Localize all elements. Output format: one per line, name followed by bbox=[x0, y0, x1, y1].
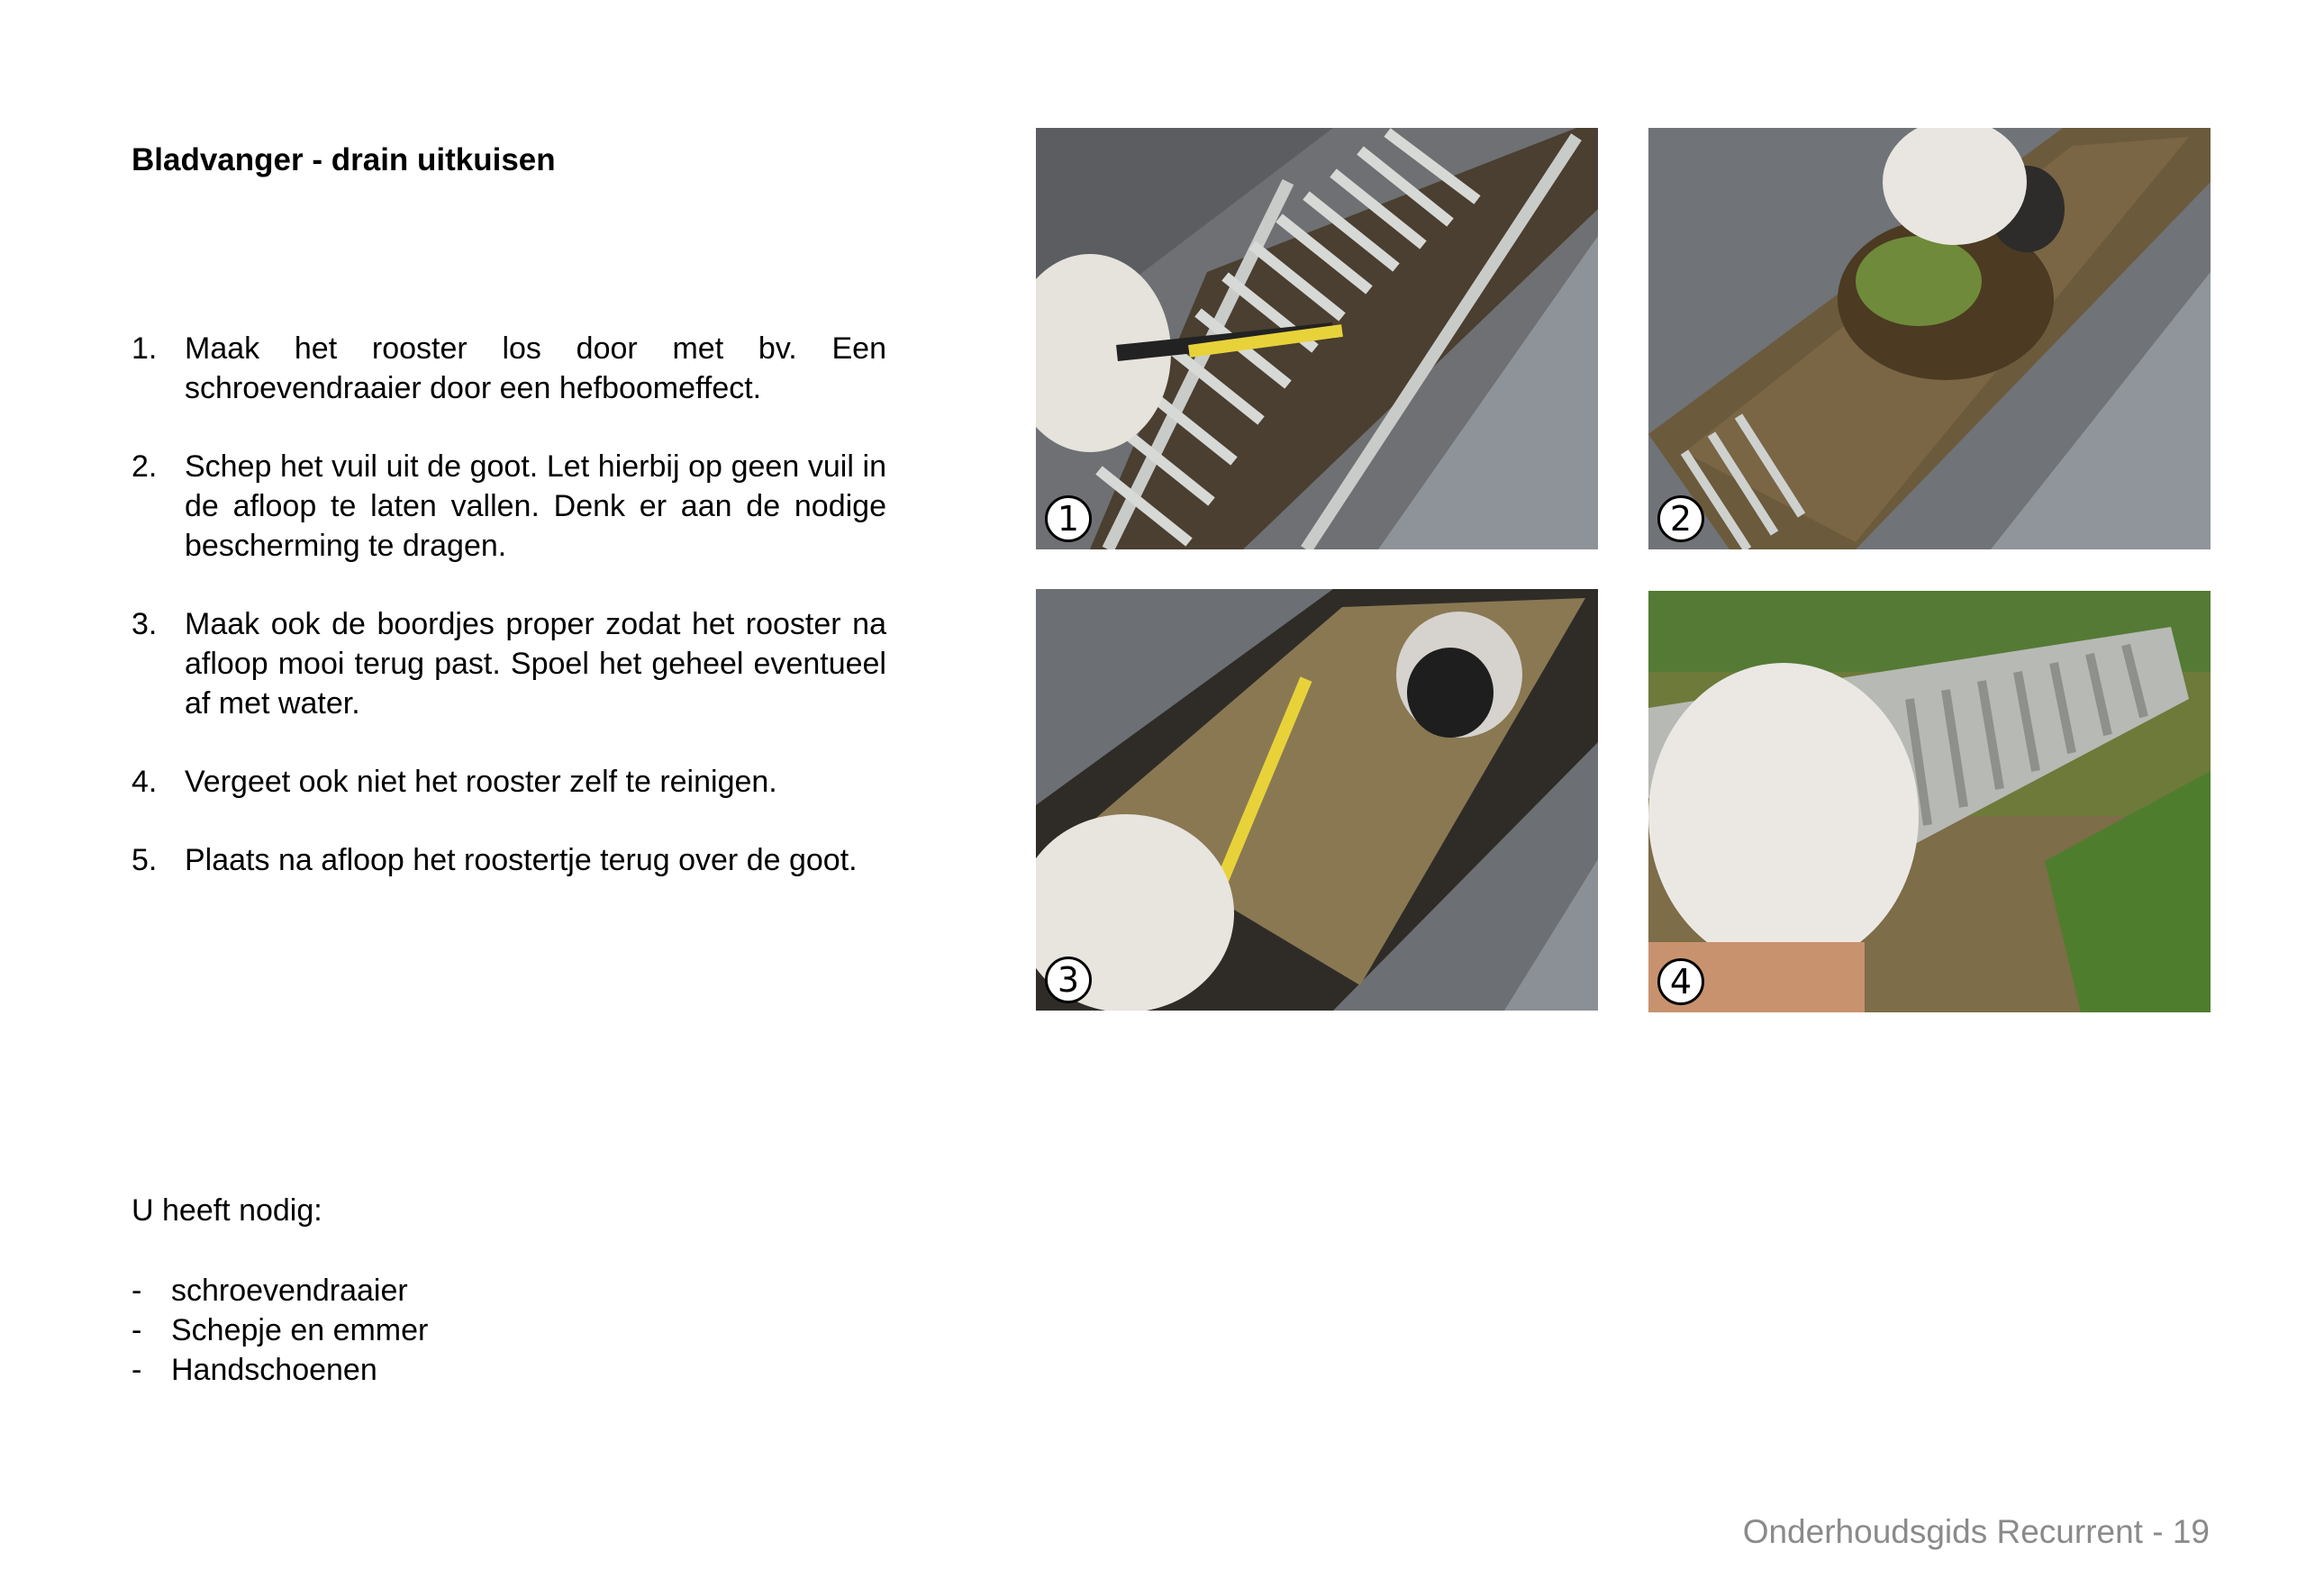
step-number-badge: 3 bbox=[1045, 957, 1092, 1003]
page-footer: Onderhoudsgids Recurrent - 19 bbox=[1742, 1513, 2210, 1550]
photo-step-1 bbox=[1036, 128, 1598, 549]
photo-step-2-image bbox=[1648, 128, 2211, 549]
step-number: 1. bbox=[132, 331, 158, 366]
needs-list bbox=[132, 1271, 428, 1390]
step-number-badge: 1 bbox=[1045, 495, 1092, 542]
step-item bbox=[132, 840, 886, 880]
step-number: 3. bbox=[132, 607, 158, 641]
step-number-badge: 2 bbox=[1657, 495, 1704, 542]
instruction-steps bbox=[132, 329, 886, 919]
list-dash: - bbox=[132, 1274, 142, 1308]
step-number: 5. bbox=[132, 843, 158, 877]
photo-step-3-image bbox=[1036, 589, 1598, 1011]
step-text: Schep het vuil uit de goot. Let hierbij op geen vuil in de afloop te laten vallen. Denk er aan de nodige bescherming te dragen. bbox=[185, 449, 886, 563]
needs-item-text: schroevendraaier bbox=[171, 1274, 408, 1308]
needs-item bbox=[132, 1310, 428, 1350]
needs-item bbox=[132, 1271, 428, 1310]
photo-step-3 bbox=[1036, 589, 1598, 1011]
step-number: 4. bbox=[132, 765, 158, 799]
needs-item-text: Handschoenen bbox=[171, 1353, 377, 1387]
step-item bbox=[132, 762, 886, 802]
photo-step-4 bbox=[1648, 591, 2211, 1012]
list-dash: - bbox=[132, 1353, 142, 1387]
step-number: 2. bbox=[132, 449, 158, 484]
needs-item-text: Schepje en emmer bbox=[171, 1313, 429, 1347]
photo-step-4-image bbox=[1648, 591, 2211, 1012]
step-item bbox=[132, 329, 886, 408]
step-text: Maak ook de boordjes proper zodat het rooster na afloop mooi terug past. Spoel het geheel eventueel af met water. bbox=[185, 607, 886, 721]
step-item bbox=[132, 447, 886, 566]
photo-step-1-image bbox=[1036, 128, 1598, 549]
needs-item bbox=[132, 1350, 428, 1390]
step-text: Maak het rooster los door met bv. Een schroevendraaier door een hefboomeffect. bbox=[185, 331, 886, 405]
photo-step-2 bbox=[1648, 128, 2211, 549]
page-title: Bladvanger - drain uitkuisen bbox=[132, 142, 556, 177]
step-item bbox=[132, 604, 886, 723]
step-text: Vergeet ook niet het rooster zelf te reinigen. bbox=[185, 765, 777, 799]
step-text: Plaats na afloop het roostertje terug over de goot. bbox=[185, 843, 858, 877]
list-dash: - bbox=[132, 1313, 142, 1347]
needs-heading: U heeft nodig: bbox=[132, 1193, 322, 1228]
step-number-badge: 4 bbox=[1657, 958, 1704, 1005]
